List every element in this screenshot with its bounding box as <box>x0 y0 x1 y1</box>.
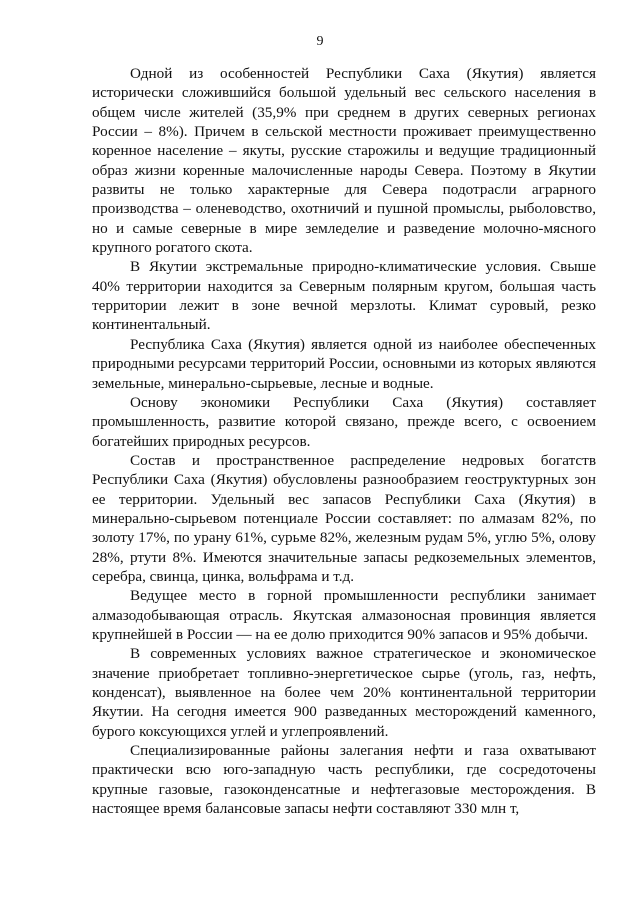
paragraph-mineral-wealth: Состав и пространственное распределение недровых богатств Республики Саха (Якутия) обусловлены разнообразием геоструктурных зон ее территории. Удельный вес запасов Республики Саха (Якутия) в минерально-сырьевом потенциале России составляет: по алмазам 82%, по золоту 17%, по урану 61%, сурьме 82%, железным рудам 5%, углю 5%, олову 28%, ртути 8%. Имеются значительные запасы редкоземельных элементов, серебра, свинца, цинка, вольфрама и т.д. <box>92 451 596 585</box>
paragraph-diamond-industry: Ведущее место в горной промышленности республики занимает алмазодобывающая отрасль. Якутская алмазоносная провинция является крупнейшей в России — на ее долю приходится 90% запасов и 95% добычи. <box>92 587 596 643</box>
paragraph-natural-resources: Республика Саха (Якутия) является одной из наиболее обеспеченных природными ресурсами территорий России, основными из которых являются земельные, минерально-сырьевые, лесные и водные. <box>92 335 596 392</box>
paragraph-economy-basis: Основу экономики Республики Саха (Якутия) составляет промышленность, развитие которой связано, прежде всего, с освоением богатейших природных ресурсов. <box>92 393 596 450</box>
page-number: 9 <box>316 34 324 49</box>
paragraph-oil-gas: Специализированные районы залегания нефти и газа охватывают практически всю юго-западную часть республики, где сосредоточены крупные газовые, газоконденсатные и нефтегазовые месторождения. В настоящее время балансовые запасы нефти составляют 330 млн т, <box>92 742 596 818</box>
paragraph-climate: В Якутии экстремальные природно-климатические условия. Свыше 40% территории находится за Северным полярным кругом, большая часть территории лежит в зоне вечной мерзлоты. Климат суровый, резко континентальный. <box>92 258 596 334</box>
paragraph-rural-population: Одной из особенностей Республики Саха (Якутия) является исторически сложившийся большой удельный вес сельского населения в общем числе жителей (35,9% при среднем в других северных регионах России – 8%). Причем в сельской местности проживает преимущественно коренное население – якуты, русские старожилы и ведущие традиционный образ жизни коренные малочисленные народы Севера. Поэтому в Якутии развиты не только характерные для Севера подотрасли аграрного производства – оленеводство, охотничий и пушной промыслы, рыболовство, но и самые северные в мире земледелие и разведение молочно-мясного крупного рогатого скота. <box>92 65 596 257</box>
paragraph-fuel-energy: В современных условиях важное стратегическое и экономическое значение приобретает топливно-энергетическое сырье (уголь, газ, нефть, конденсат), выявленное на более чем 20% континентальной территории Якутии. На сегодня имеется 900 разведанных месторождений каменного, бурого коксующихся углей и углепроявлений. <box>92 645 596 740</box>
document-body <box>92 64 596 818</box>
